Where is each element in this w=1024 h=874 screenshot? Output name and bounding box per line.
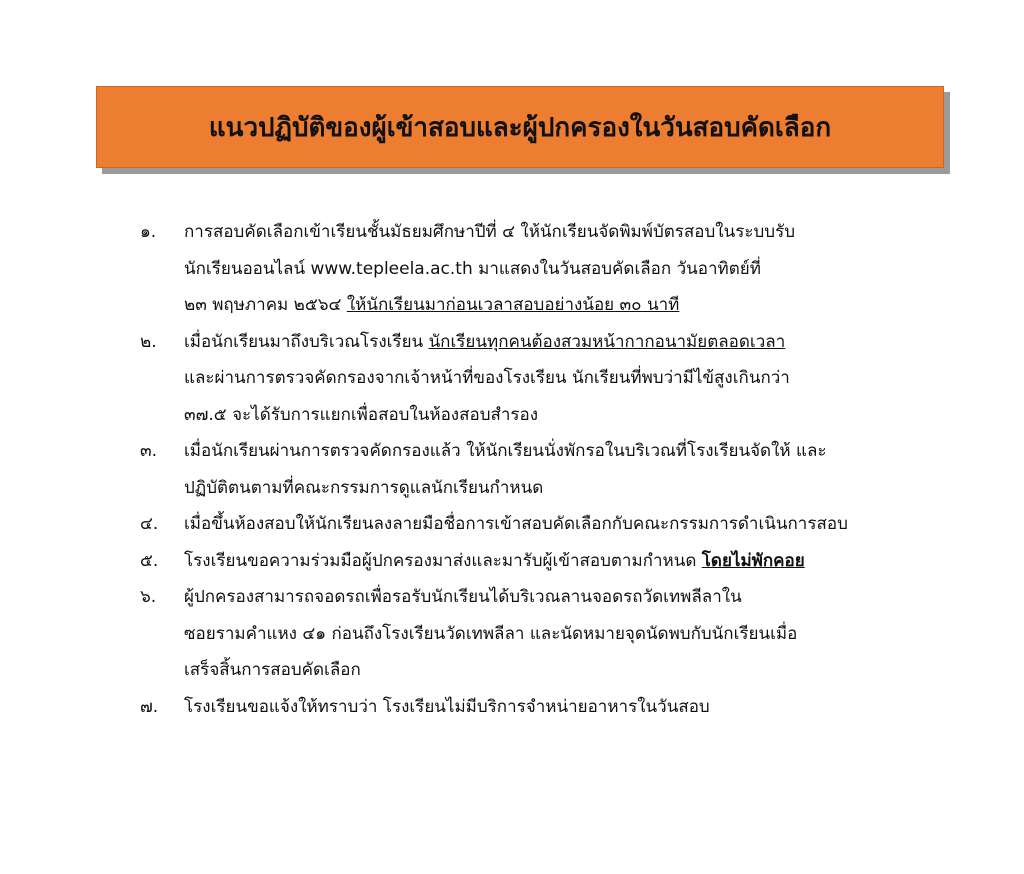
item-line: นักเรียนออนไลน์ www.tepleela.ac.th มาแสดงในวันสอบคัดเลือก วันอาทิตย์ที่	[184, 258, 761, 279]
item-line	[184, 543, 910, 580]
item-number: ๒.	[140, 331, 157, 352]
list-item	[140, 579, 910, 689]
item-line: การสอบคัดเลือกเข้าเรียนชั้นมัธยมศึกษาปีที่ ๔ ให้นักเรียนจัดพิมพ์บัตรสอบในระบบรับ	[184, 222, 795, 242]
item-line: ปฏิบัติตนตามที่คณะกรรมการดูแลนักเรียนกำหนด	[184, 477, 544, 498]
list-item	[140, 506, 910, 543]
item-number: ๖.	[140, 587, 157, 607]
item-line: ๓๗.๕ จะได้รับการแยกเพื่อสอบในห้องสอบสำรอง	[184, 404, 539, 425]
list-item	[140, 433, 910, 506]
item-text: โรงเรียนขอความร่วมมือผู้ปกครองมาส่งและมารับผู้เข้าสอบตามกำหนด	[184, 550, 702, 571]
item-number: ๗.	[140, 696, 159, 717]
item-number: ๓.	[140, 441, 158, 461]
page-title: แนวปฏิบัติของผู้เข้าสอบและผู้ปกครองในวันสอบคัดเลือก	[208, 112, 832, 143]
item-text: เมื่อนักเรียนมาถึงบริเวณโรงเรียน	[184, 331, 429, 352]
underlined-text: ให้นักเรียนมาก่อนเวลาสอบอย่างน้อย ๓๐ นาที	[346, 295, 680, 315]
list-item	[140, 324, 910, 434]
item-number: ๕.	[140, 550, 159, 571]
item-line: เสร็จสิ้นการสอบคัดเลือก	[184, 660, 361, 680]
item-line: เมื่อขึ้นห้องสอบให้นักเรียนลงลายมือชื่อการเข้าสอบคัดเลือกกับคณะกรรมการดำเนินการสอบ	[184, 514, 848, 534]
item-number: ๑.	[140, 222, 157, 242]
guideline-list	[140, 214, 910, 725]
item-line	[184, 324, 910, 361]
list-item	[140, 543, 910, 580]
item-line: ผู้ปกครองสามารถจอดรถเพื่อรอรับนักเรียนได้บริเวณลานจอดรถวัดเทพลีลาใน	[184, 587, 742, 607]
underlined-text: นักเรียนทุกคนต้องสวมหน้ากากอนามัยตลอดเวลา	[428, 331, 786, 352]
item-number: ๔.	[140, 514, 159, 534]
list-item	[140, 689, 910, 726]
item-line: เมื่อนักเรียนผ่านการตรวจคัดกรองแล้ว ให้นักเรียนนั่งพักรอในบริเวณที่โรงเรียนจัดให้ และ	[184, 441, 827, 461]
item-line: ซอยรามคำแหง ๔๑ ก่อนถึงโรงเรียนวัดเทพลีลา และนัดหมายจุดนัดพบกับนักเรียนเมื่อ	[184, 623, 798, 644]
item-line	[184, 287, 910, 324]
bold-underlined-text: โดยไม่พักคอย	[701, 550, 805, 571]
list-item	[140, 214, 910, 324]
item-text: ๒๓ พฤษภาคม ๒๕๖๔	[184, 295, 347, 315]
item-line: และผ่านการตรวจคัดกรองจากเจ้าหน้าที่ของโรงเรียน นักเรียนที่พบว่ามีไข้สูงเกินกว่า	[184, 368, 790, 388]
item-line: โรงเรียนขอแจ้งให้ทราบว่า โรงเรียนไม่มีบริการจำหน่ายอาหารในวันสอบ	[184, 696, 710, 717]
title-banner	[96, 86, 944, 168]
